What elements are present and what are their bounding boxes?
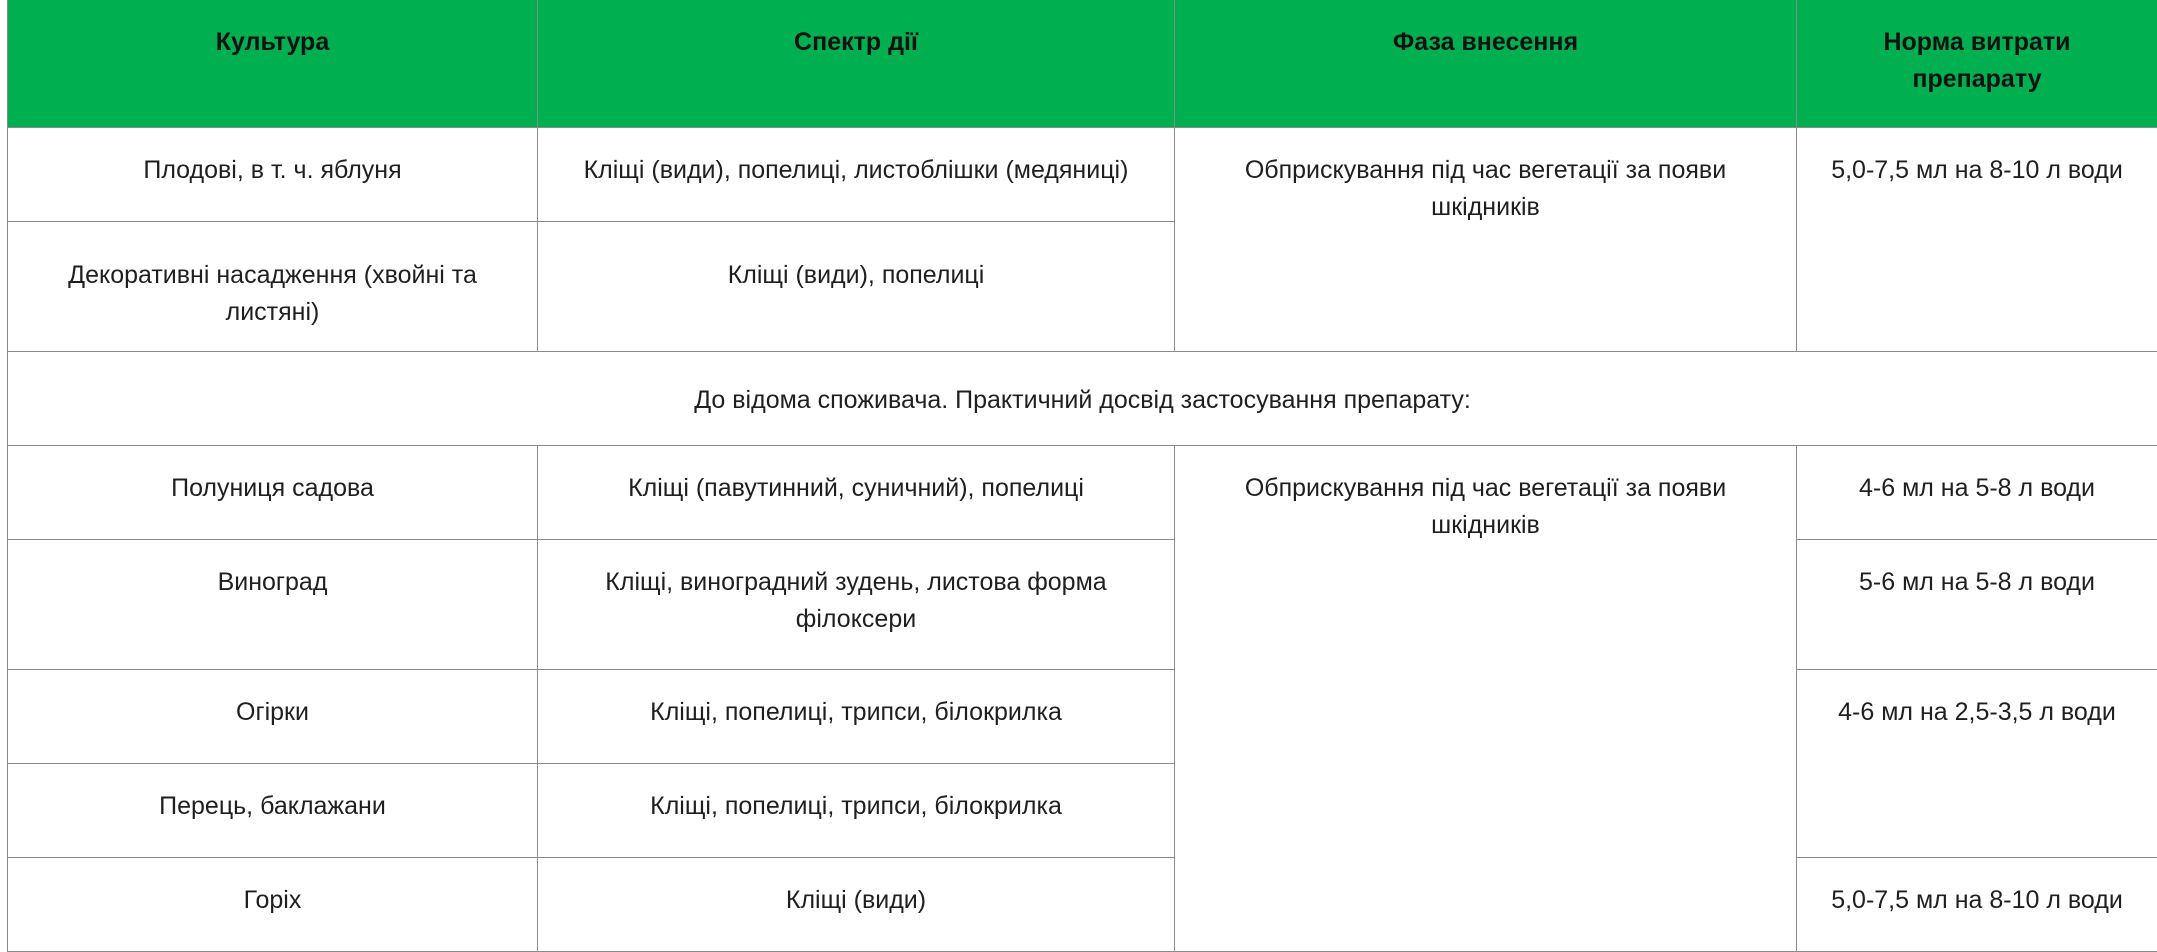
cell-spectrum: Кліщі, виноградний зудень, листова форма філоксери (538, 539, 1175, 669)
table-header-row (8, 0, 2157, 127)
pesticide-application-table (7, 0, 2157, 952)
cell-rate-merged: 5,0-7,5 мл на 8-10 л води (1797, 127, 2157, 351)
cell-rate-merged: 4-6 мл на 2,5-3,5 л води (1797, 669, 2157, 857)
table-row (8, 127, 2157, 221)
cell-spectrum: Кліщі (види), попелиці (538, 221, 1175, 351)
cell-spectrum: Кліщі, попелиці, трипси, білокрилка (538, 763, 1175, 857)
cell-rate: 5,0-7,5 мл на 8-10 л води (1797, 857, 2157, 951)
cell-crop: Плодові, в т. ч. яблуня (8, 127, 538, 221)
table-row (8, 539, 2157, 669)
header-spectrum: Спектр дії (538, 0, 1175, 127)
cell-crop: Виноград (8, 539, 538, 669)
cell-spectrum: Кліщі (види), попелиці, листоблішки (медяниці) (538, 127, 1175, 221)
cell-rate: 5-6 мл на 5-8 л води (1797, 539, 2157, 669)
cell-phase-merged: Обприскування під час вегетації за появи шкідників (1175, 127, 1797, 351)
cell-phase-merged: Обприскування під час вегетації за появи шкідників (1175, 445, 1797, 951)
cell-crop: Декоративні насадження (хвойні та листяні) (8, 221, 538, 351)
table-row (8, 669, 2157, 763)
cell-crop: Горіх (8, 857, 538, 951)
cell-crop: Полуниця садова (8, 445, 538, 539)
cell-rate: 4-6 мл на 5-8 л води (1797, 445, 2157, 539)
cell-spectrum: Кліщі (види) (538, 857, 1175, 951)
table-row (8, 857, 2157, 951)
cell-spectrum: Кліщі, попелиці, трипси, білокрилка (538, 669, 1175, 763)
cell-spectrum: Кліщі (павутинний, суничний), попелиці (538, 445, 1175, 539)
notice-row (8, 351, 2157, 445)
consumer-notice: До відома споживача. Практичний досвід застосування препарату: (8, 351, 2157, 445)
page-content (7, 0, 2157, 952)
header-crop: Культура (8, 0, 538, 127)
cell-crop: Перець, баклажани (8, 763, 538, 857)
table-row (8, 445, 2157, 539)
header-phase: Фаза внесення (1175, 0, 1797, 127)
header-rate: Норма витрати препарату (1797, 0, 2157, 127)
cell-crop: Огірки (8, 669, 538, 763)
